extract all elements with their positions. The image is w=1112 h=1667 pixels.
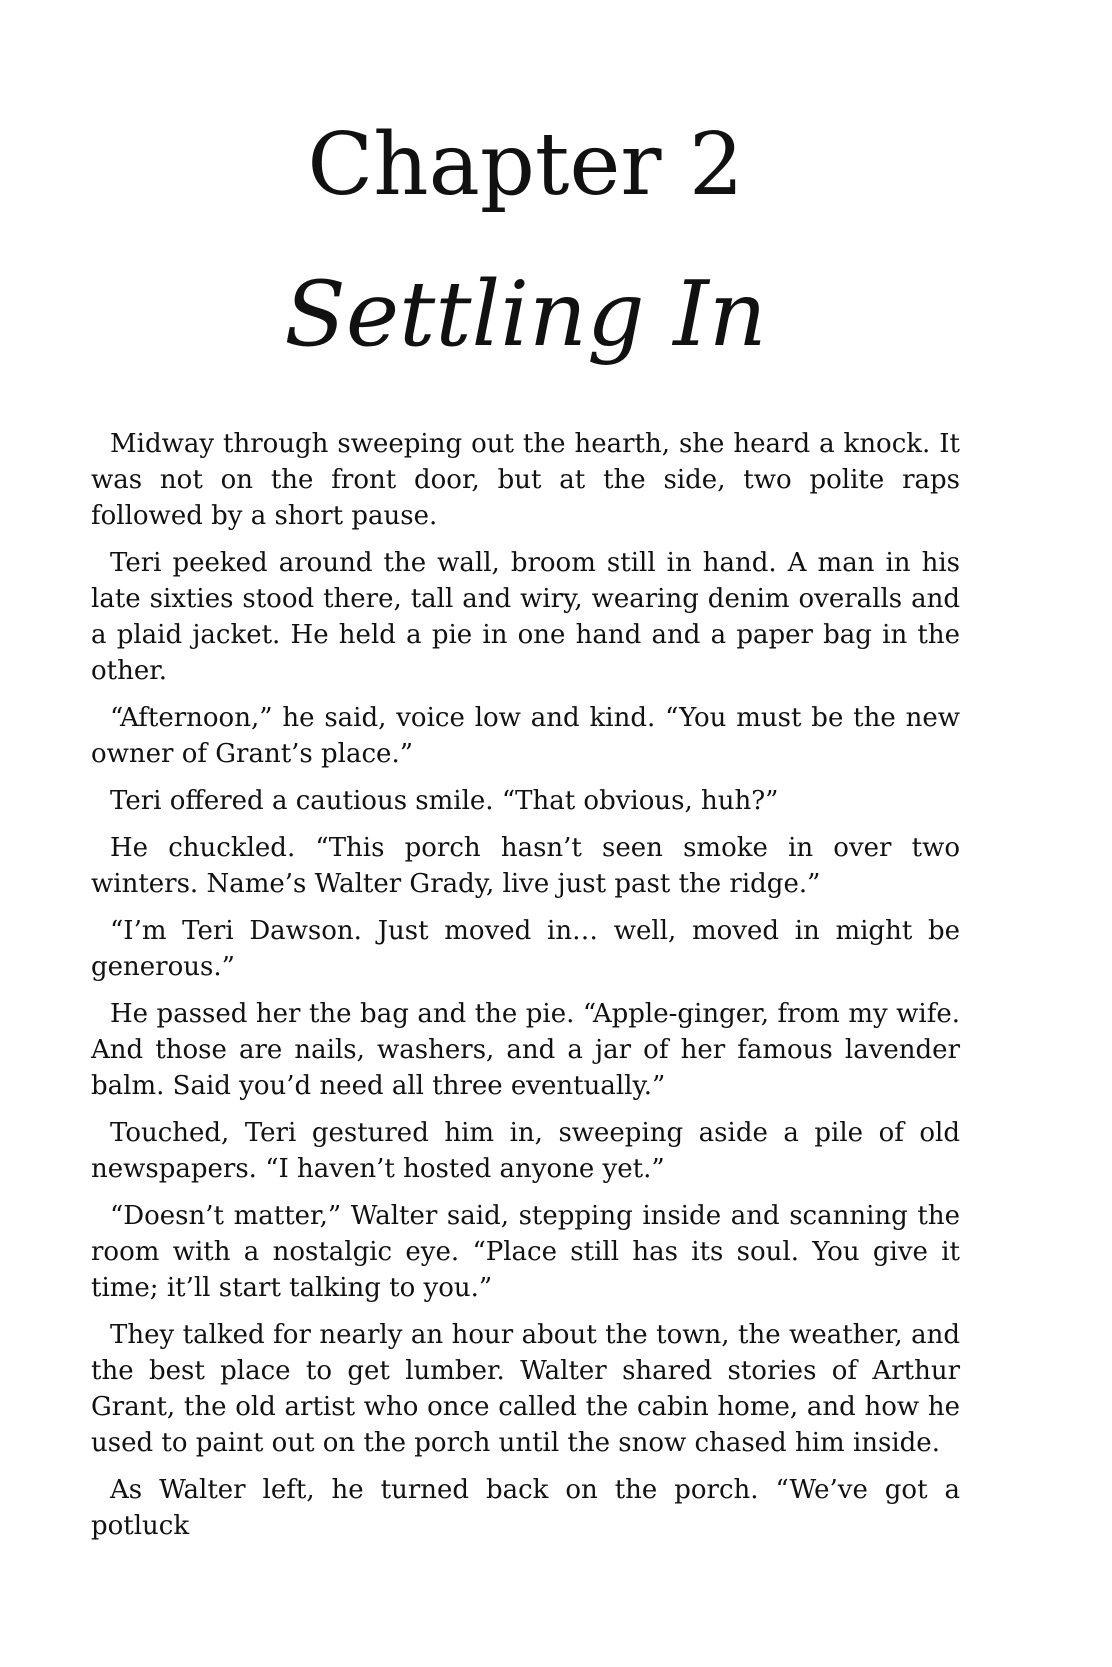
paragraph: “Doesn’t matter,” Walter said, stepping inside and scanning the room with a nostalgic eye. “Place still has its soul. You give it time; it’ll start talking to you.” <box>91 1200 960 1303</box>
chapter-title: Settling In <box>284 261 767 367</box>
paragraph: Touched, Teri gestured him in, sweeping aside a pile of old newspapers. “I haven’t hosted anyone yet.” <box>91 1117 960 1184</box>
paragraph: As Walter left, he turned back on the porch. “We’ve got a potluck <box>91 1474 960 1541</box>
chapter-body <box>91 426 960 1544</box>
paragraph: Midway through sweeping out the hearth, she heard a knock. It was not on the front door, but at the side, two polite raps followed by a short pause. <box>91 428 960 531</box>
chapter-number: Chapter 2 <box>307 115 744 215</box>
paragraph: “Afternoon,” he said, voice low and kind. “You must be the new owner of Grant’s place.” <box>91 702 960 769</box>
paragraph: They talked for nearly an hour about the town, the weather, and the best place to get lumber. Walter shared stories of Arthur Grant, the old artist who once called the cabin home, and how he used to paint out on the porch until the snow chased him inside. <box>91 1319 960 1458</box>
paragraph: He passed her the bag and the pie. “Apple-ginger, from my wife. And those are nails, washers, and a jar of her famous lavender balm. Said you’d need all three eventually.” <box>91 998 960 1101</box>
paragraph: Teri offered a cautious smile. “That obvious, huh?” <box>110 785 779 816</box>
paragraph: Teri peeked around the wall, broom still in hand. A man in his late sixties stood there, tall and wiry, wearing denim overalls and a plaid jacket. He held a pie in one hand and a paper bag in the other. <box>91 547 960 686</box>
paragraph: “I’m Teri Dawson. Just moved in… well, moved in might be generous.” <box>91 915 960 982</box>
paragraph: He chuckled. “This porch hasn’t seen smoke in over two winters. Name’s Walter Grady, live just past the ridge.” <box>91 832 960 899</box>
